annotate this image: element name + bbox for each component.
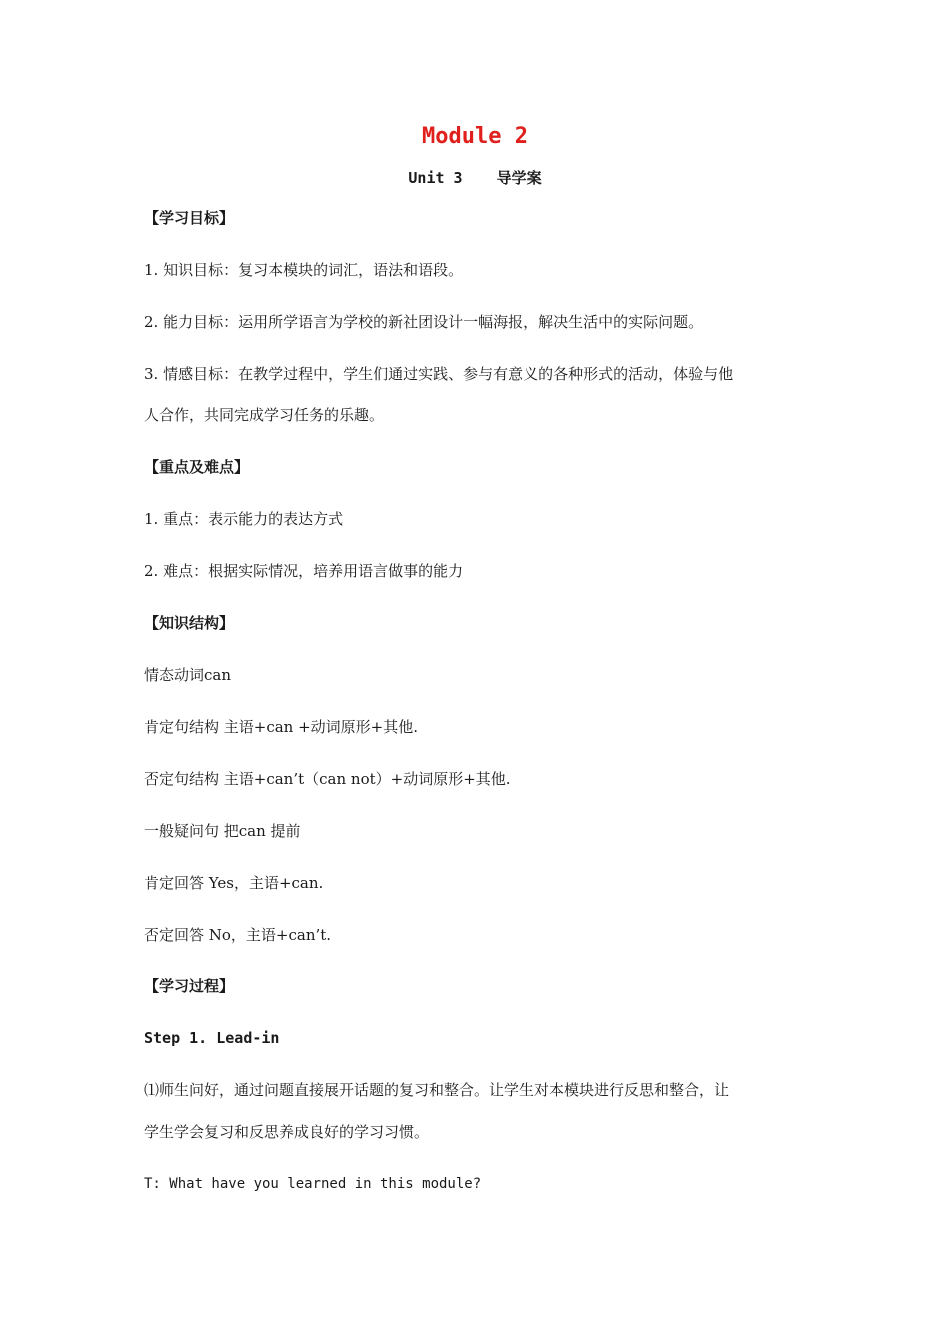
objective-item-3-line-1: 3. 情感目标：在教学过程中，学生们通过实践、参与有意义的各种形式的活动，体验与他: [144, 365, 734, 383]
objective-item-2: 2. 能力目标：运用所学语言为学校的新社团设计一幅海报，解决生活中的实际问题。: [144, 313, 704, 331]
document-subtitle: [0, 166, 950, 190]
structure-line-5: 肯定回答 Yes，主语+can.: [144, 874, 324, 892]
objectives-heading: 【学习目标】: [144, 209, 235, 227]
subtitle-label: 导学案: [496, 169, 542, 187]
structure-heading: 【知识结构】: [144, 614, 235, 632]
structure-line-2: 肯定句结构 主语+can +动词原形+其他.: [144, 718, 419, 736]
subtitle-unit: Unit 3: [408, 169, 463, 187]
process-paragraph-line-1: ⑴师生问好，通过问题直接展开话题的复习和整合。让学生对本模块进行反思和整合，让: [144, 1081, 730, 1099]
document-title: Module 2: [422, 124, 528, 149]
key-points-heading: 【重点及难点】: [144, 458, 250, 476]
teacher-question: T: What have you learned in this module?: [144, 1176, 482, 1192]
structure-line-3: 否定句结构 主语+can’t（can not）+动词原形+其他.: [144, 770, 511, 788]
key-point-item-2: 2. 难点：根据实际情况，培养用语言做事的能力: [144, 562, 464, 580]
process-heading: 【学习过程】: [144, 977, 235, 995]
objective-item-1: 1. 知识目标：复习本模块的词汇，语法和语段。: [144, 261, 464, 279]
step-1-heading: Step 1. Lead-in: [144, 1029, 280, 1047]
structure-line-4: 一般疑问句 把can 提前: [144, 822, 301, 840]
process-paragraph-line-2: 学生学会复习和反思养成良好的学习习惯。: [144, 1123, 430, 1141]
structure-line-6: 否定回答 No，主语+can’t.: [144, 926, 332, 944]
objective-item-3-line-2: 人合作，共同完成学习任务的乐趣。: [144, 406, 385, 424]
key-point-item-1: 1. 重点：表示能力的表达方式: [144, 510, 344, 528]
structure-line-1: 情态动词can: [144, 666, 232, 684]
